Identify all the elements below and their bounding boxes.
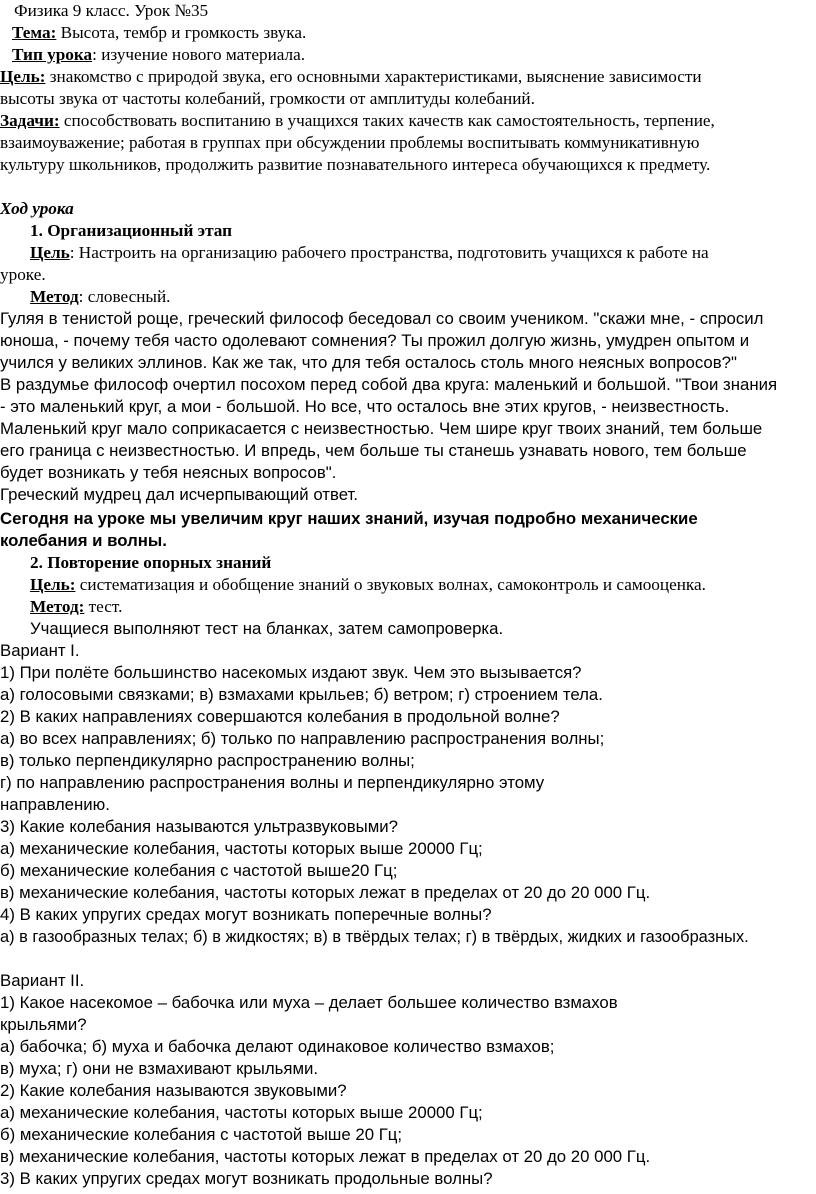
variant2-title-text: Вариант II. (0, 971, 85, 990)
stage1-goal-line-2 (0, 264, 46, 286)
title-text: Физика 9 класс. Урок №35 (14, 1, 209, 20)
test-line-text: в) механические колебания, частоты которых лежат в пределах от 20 до 20 000 Гц. (0, 1147, 651, 1166)
stage1-goal-text-2: уроке. (0, 265, 46, 284)
variant1-answer-line (0, 882, 650, 904)
variant1-question-line (0, 816, 398, 838)
story-text: Гуляя в тенистой роще, греческий философ беседовал со своим учеником. "скажи мне, - спросил (0, 309, 764, 328)
variant1-answer-line (0, 794, 110, 816)
tasks-line-3 (0, 154, 710, 176)
variant2-answer-line (0, 1058, 318, 1080)
variant2-question-line (0, 992, 618, 1014)
test-line-text: в) только перпендикулярно распространению волны; (0, 751, 415, 770)
stage2-title (30, 552, 271, 574)
variant1-answer-line (0, 750, 415, 772)
test-line-text: а) бабочка; б) муха и бабочка делают одинаковое количество взмахов; (0, 1037, 555, 1056)
story-text: юноша, - почему тебя часто одолевают сомнения? Ты прожил долгую жизнь, умудрен опытом и (0, 331, 750, 350)
tasks-text-1: способствовать воспитанию в учащихся таких качеств как самостоятельность, терпение, (59, 111, 715, 130)
stage2-method-line (30, 596, 122, 618)
variant1-answer-line (0, 728, 604, 750)
test-line-text: б) механические колебания с частотой выше 20 Гц; (0, 1125, 403, 1144)
goal-label: Цель: (0, 67, 46, 86)
test-line-text: 3) Какие колебания называются ультразвуковыми? (0, 817, 398, 836)
today-line-1 (0, 508, 698, 530)
variant2-answer-line (0, 1036, 554, 1058)
test-line-text: а) во всех направлениях; б) только по направлению распространения волны; (0, 729, 605, 748)
variant1-answer-line (0, 860, 397, 882)
document-title (14, 0, 208, 22)
stage1-title (30, 220, 232, 242)
story-text: Маленький круг мало соприкасается с неизвестностью. Чем шире круг твоих знаний, тем больше (0, 419, 763, 438)
test-line-text: в) муха; г) они не взмахивают крыльями. (0, 1059, 319, 1078)
story-line (0, 396, 729, 418)
today-text-1: Сегодня на уроке мы увеличим круг наших знаний, изучая подробно механические (0, 509, 698, 528)
variant2-answer-line (0, 1102, 483, 1124)
stage2-goal-text: систематизация и обобщение знаний о звуковых волнах, самоконтроль и самооценка. (75, 575, 706, 594)
story-text: - это маленький круг, а мои - большой. Но все, что осталось вне этих кругов, - неизвестность. (0, 397, 730, 416)
story-text: учился у великих эллинов. Как же так, что для тебя осталось столь много неясных вопросов?" (0, 353, 737, 372)
today-line-2 (0, 530, 167, 552)
test-line-text: а) механические колебания, частоты которых выше 20000 Гц; (0, 1103, 483, 1122)
test-line-text: 2) В каких направлениях совершаются колебания в продольной волне? (0, 707, 560, 726)
stage2-note-text: Учащиеся выполняют тест на бланках, затем самопроверка. (30, 619, 504, 638)
test-line-text: 4) В каких упругих средах могут возникать поперечные волны? (0, 905, 492, 924)
stage1-goal-label: Цель (30, 243, 70, 262)
story-line (0, 352, 737, 374)
story-text: В раздумье философ очертил посохом перед собой два круга: маленький и большой. "Твои знания (0, 375, 778, 394)
variant1-question-line (0, 904, 492, 926)
tasks-label: Задачи: (0, 111, 60, 130)
variant1-answer-line (0, 926, 749, 948)
stage1-title-text: 1. Организационный этап (30, 221, 232, 240)
variant1-title-text: Вариант I. (0, 641, 80, 660)
test-line-text: крыльями? (0, 1015, 87, 1034)
test-line-text: а) механические колебания, частоты которых выше 20000 Гц; (0, 839, 483, 858)
variant2-title (0, 970, 84, 992)
tasks-text-2: взаимоуважение; работая в группах при обсуждении проблемы воспитывать коммуникативную (0, 133, 700, 152)
goal-line-2 (0, 88, 535, 110)
stage2-goal-label: Цель: (30, 575, 76, 594)
topic-label: Тема: (12, 23, 57, 42)
story-line (0, 308, 763, 330)
tasks-text-3: культуру школьников, продолжить развитие познавательного интереса обучающихся к предмету. (0, 155, 711, 174)
variant2-answer-line (0, 1124, 402, 1146)
stage1-method-value: : словесный. (78, 287, 171, 306)
lesson-heading (0, 198, 74, 220)
test-line-text: г) по направлению распространения волны и перпендикулярно этому (0, 773, 545, 792)
tasks-line-1 (0, 110, 715, 132)
lesson-heading-text: Ход урока (0, 199, 74, 218)
story-line (0, 462, 336, 484)
variant1-answer-line (0, 684, 603, 706)
topic-line (12, 22, 306, 44)
variant1-answer-line (0, 772, 544, 794)
story-line (0, 330, 749, 352)
stage2-note (30, 618, 503, 640)
tasks-line-2 (0, 132, 699, 154)
story-text: Греческий мудрец дал исчерпывающий ответ. (0, 485, 358, 504)
variant2-question-line (0, 1014, 87, 1036)
variant2-answer-line (0, 1146, 650, 1168)
variant1-answer-line (0, 838, 483, 860)
variant1-title (0, 640, 80, 662)
stage1-goal-text-1: : Настроить на организацию рабочего пространства, подготовить учащихся к работе на (69, 243, 709, 262)
variant2-question-line (0, 1080, 347, 1102)
goal-text-2: высоты звука от частоты колебаний, громкости от амплитуды колебаний. (0, 89, 535, 108)
test-line-text: в) механические колебания, частоты которых лежат в пределах от 20 до 20 000 Гц. (0, 883, 651, 902)
test-line-text: 1) При полёте большинство насекомых издают звук. Чем это вызывается? (0, 663, 582, 682)
stage1-method-line (30, 286, 170, 308)
stage2-title-text: 2. Повторение опорных знаний (30, 553, 272, 572)
lesson-type-line (12, 44, 305, 66)
variant2-question-line (0, 1168, 493, 1190)
stage1-method-label: Метод (30, 287, 79, 306)
lesson-type-label: Тип урока (12, 45, 93, 64)
test-line-text: б) механические колебания с частотой выше20 Гц; (0, 861, 398, 880)
test-line-text: 2) Какие колебания называются звуковыми? (0, 1081, 347, 1100)
today-text-2: колебания и волны. (0, 531, 167, 550)
test-line-text: а) в газообразных телах; б) в жидкостях; в) в твёрдых телах; г) в твёрдых, жидких и газообразных. (0, 928, 749, 946)
test-line-text: направлению. (0, 795, 110, 814)
story-text: его граница с неизвестностью. И впредь, чем больше ты станешь узнавать нового, тем больше (0, 441, 747, 460)
test-line-text: 1) Какое насекомое – бабочка или муха – делает большее количество взмахов (0, 993, 618, 1012)
test-line-text: а) голосовыми связками; в) взмахами крыльев; б) ветром; г) строением тела. (0, 685, 603, 704)
stage2-goal-line (30, 574, 706, 596)
story-line (0, 418, 762, 440)
variant1-question-line (0, 662, 582, 684)
story-line (0, 484, 358, 506)
variant1-question-line (0, 706, 560, 728)
topic-value: Высота, тембр и громкость звука. (56, 23, 307, 42)
lesson-type-value: : изучение нового материала. (92, 45, 306, 64)
goal-text-1: знакомство с природой звука, его основными характеристиками, выяснение зависимости (45, 67, 702, 86)
stage2-method-value: тест. (84, 597, 123, 616)
story-line (0, 440, 747, 462)
test-line-text: 3) В каких упругих средах могут возникать продольные волны? (0, 1169, 493, 1188)
stage1-goal-line-1 (30, 242, 709, 264)
story-text: будет возникать у тебя неясных вопросов". (0, 463, 337, 482)
stage2-method-label: Метод: (30, 597, 85, 616)
story-line (0, 374, 777, 396)
goal-line-1 (0, 66, 702, 88)
